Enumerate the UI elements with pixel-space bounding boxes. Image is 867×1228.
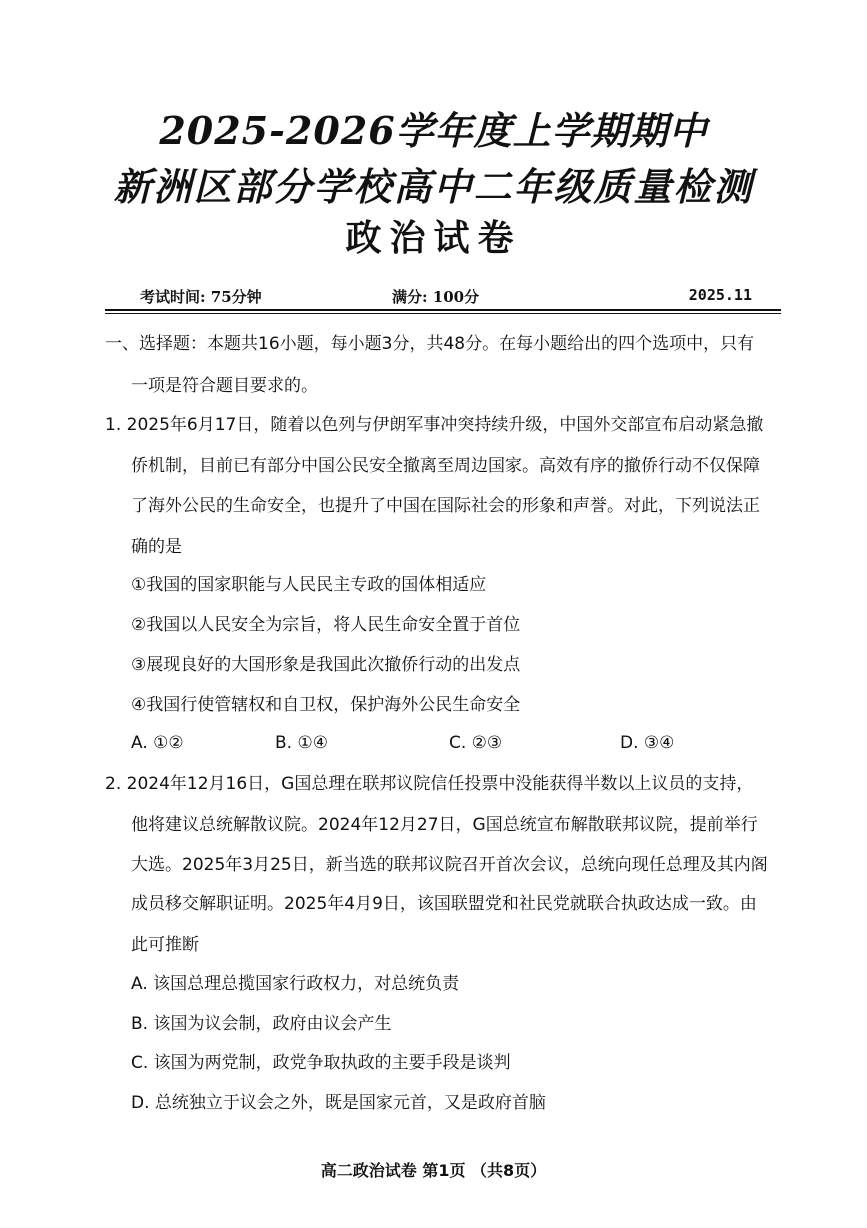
question-2-stem-cont: 此可推断: [131, 935, 199, 955]
option-a: A. 该国总理总揽国家行政权力，对总统负责: [131, 974, 460, 994]
question-1-stem: 1. 2025年6月17日，随着以色列与伊朗军事冲突持续升级，中国外交部宣布启动紧急撤: [105, 415, 764, 435]
option-b: B. 该国为议会制，政府由议会产生: [131, 1014, 392, 1034]
exam-date: 2025.11: [688, 286, 752, 304]
header-rule-thin: [105, 313, 781, 314]
question-1-stem-cont: 侨机制，目前已有部分中国公民安全撤离至周边国家。高效有序的撤侨行动不仅保障: [131, 456, 760, 476]
question-2-stem-cont: 他将建议总统解散议院。2024年12月27日，G国总统宣布解散联邦议院，提前举行: [131, 815, 758, 835]
option-d: D. ③④: [620, 733, 675, 753]
question-2-stem-cont: 成员移交解职证明。2025年4月9日，该国联盟党和社民党就联合执政达成一致。由: [131, 894, 757, 914]
question-1-item: ④我国行使管辖权和自卫权，保护海外公民生命安全: [131, 695, 521, 715]
question-1-stem-cont: 了海外公民的生命安全，也提升了中国在国际社会的形象和声誉。对此，下列说法正: [131, 496, 760, 516]
option-a: A. ①②: [131, 733, 184, 753]
exam-title-school: 新洲区部分学校高中二年级质量检测: [113, 164, 754, 209]
option-c: C. ②③: [449, 733, 503, 753]
header-rule: [105, 309, 781, 311]
question-1-item: ③展现良好的大国形象是我国此次撤侨行动的出发点: [131, 655, 521, 675]
full-score: 满分: 100分: [392, 288, 480, 306]
page-footer: 高二政治试卷 第1页 （共8页）: [320, 1161, 547, 1180]
option-b: B. ①④: [275, 733, 328, 753]
option-c: C. 该国为两党制，政党争取执政的主要手段是谈判: [131, 1053, 511, 1073]
question-1-item: ②我国以人民安全为宗旨，将人民生命安全置于首位: [131, 615, 521, 635]
question-2-stem: 2. 2024年12月16日，G国总理在联邦议院信任投票中没能获得半数以上议员的支持，: [105, 774, 754, 794]
exam-time: 考试时间: 75分钟: [140, 288, 262, 306]
section-heading-cont: 一项是符合题目要求的。: [131, 376, 318, 396]
question-2-stem-cont: 大选。2025年3月25日，新当选的联邦议院召开首次会议，总统向现任总理及其内阁: [131, 855, 768, 875]
question-1-stem-cont: 确的是: [131, 537, 182, 557]
question-1-options: [131, 733, 781, 757]
exam-title-subject: 政治试卷: [345, 218, 522, 259]
question-1-item: ①我国的国家职能与人民民主专政的国体相适应: [131, 575, 487, 595]
exam-title-year: 2025-2026学年度上学期期中: [159, 108, 708, 153]
option-d: D. 总统独立于议会之外，既是国家元首，又是政府首脑: [131, 1093, 546, 1113]
exam-meta: [140, 286, 752, 308]
section-heading: 一、选择题：本题共16小题，每小题3分，共48分。在每小题给出的四个选项中，只有: [105, 334, 755, 354]
